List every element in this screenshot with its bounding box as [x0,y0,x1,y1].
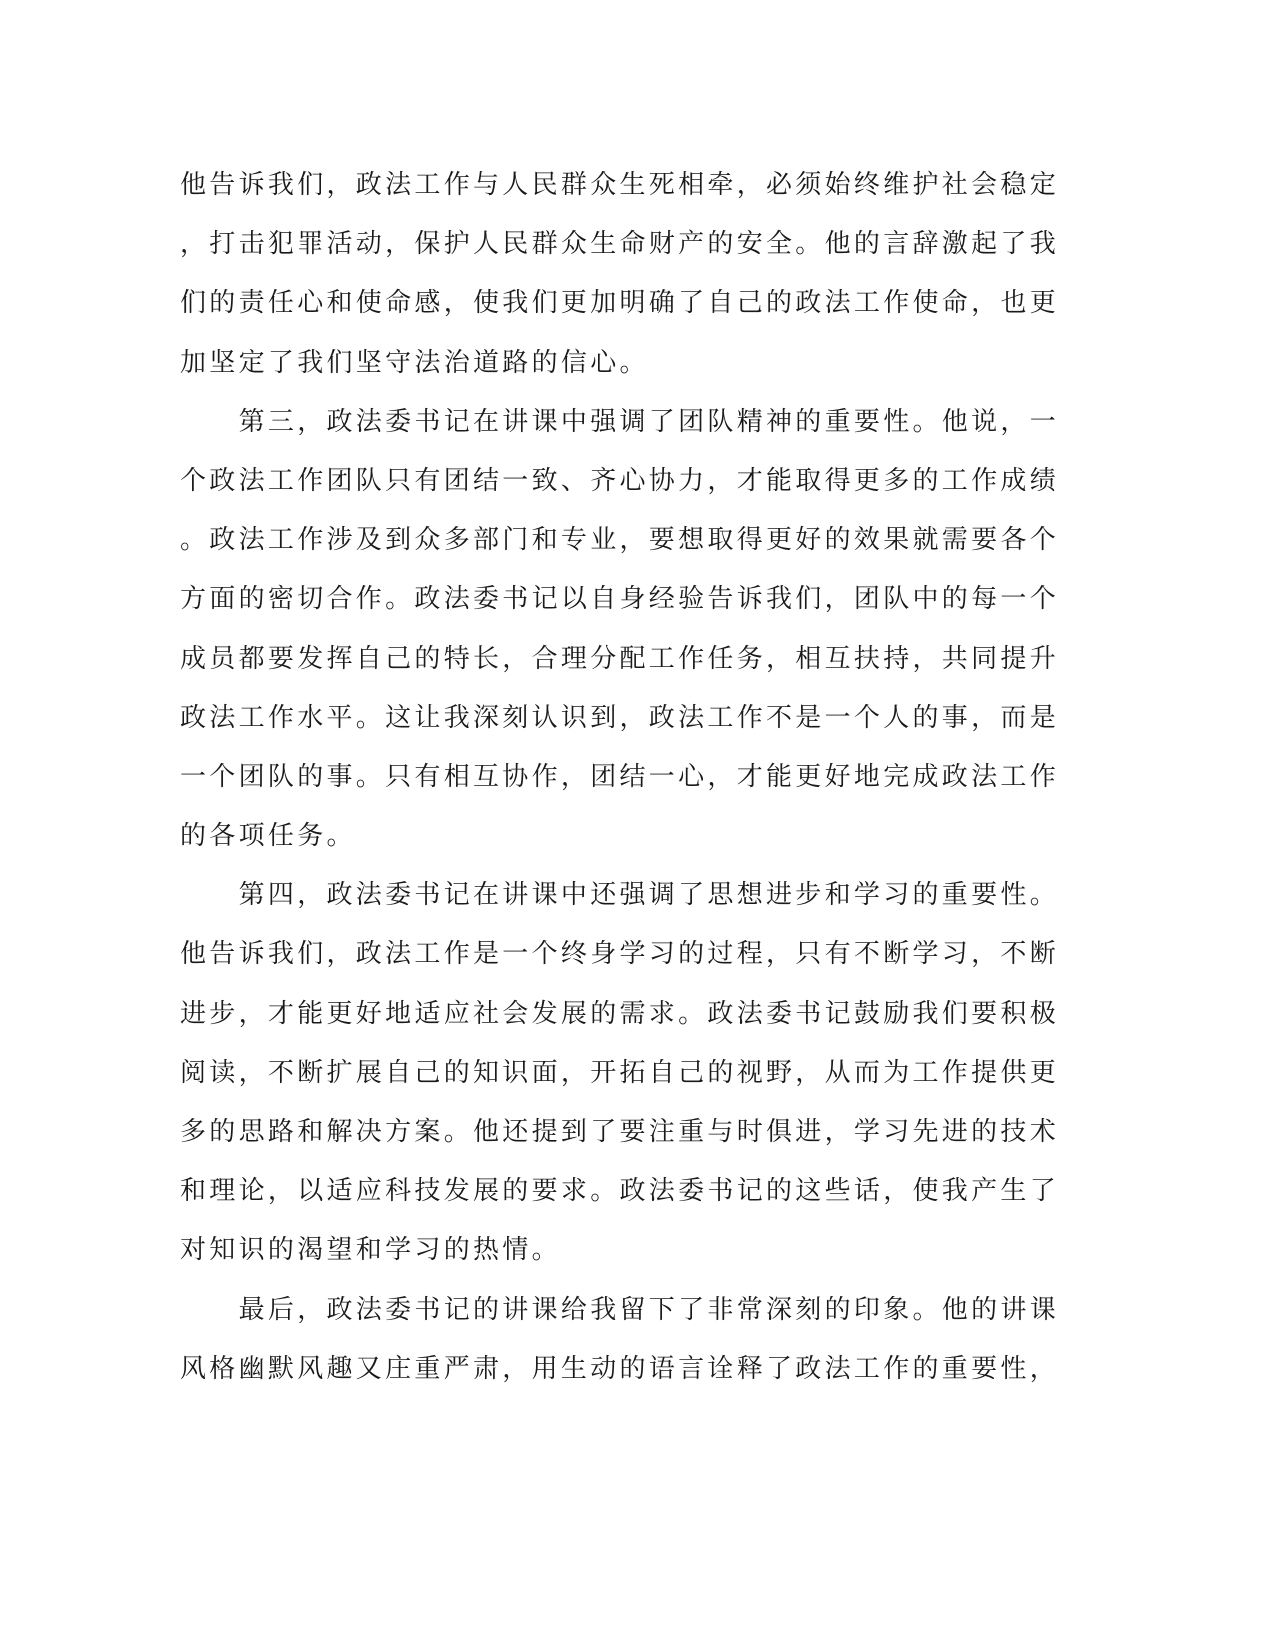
text-line: 他告诉我们，政法工作是一个终身学习的过程，只有不断学习，不断 [180,939,1060,970]
text-line: 对知识的渴望和学习的热情。 [180,1235,561,1266]
text-line: 第四，政法委书记在讲课中还强调了思想进步和学习的重要性。 [180,880,1060,911]
text-line: 加坚定了我们坚守法治道路的信心。 [180,347,649,378]
text-line: 阅读，不断扩展自己的知识面，开拓自己的视野，从而为工作提供更 [180,1057,1060,1088]
text-line: 方面的密切合作。政法委书记以自身经验告诉我们，团队中的每一个 [180,584,1060,615]
text-line: 他告诉我们，政法工作与人民群众生死相牵，必须始终维护社会稳定 [180,170,1060,200]
text-line: 的各项任务。 [180,821,356,852]
text-line: 成员都要发挥自己的特长，合理分配工作任务，相互扶持，共同提升 [180,643,1060,674]
text-line: 们的责任心和使命感，使我们更加明确了自己的政法工作使命，也更 [180,288,1060,319]
text-line: 进步，才能更好地适应社会发展的需求。政法委书记鼓励我们要积极 [180,998,1060,1029]
text-line: 政法工作水平。这让我深刻认识到，政法工作不是一个人的事，而是 [180,702,1060,733]
text-line: 和理论，以适应科技发展的要求。政法委书记的这些话，使我产生了 [180,1176,1060,1207]
text-line: 多的思路和解决方案。他还提到了要注重与时俱进，学习先进的技术 [180,1117,1060,1147]
document-body [180,156,1060,1399]
text-line: 最后，政法委书记的讲课给我留下了非常深刻的印象。他的讲课 [180,1294,1060,1325]
text-line: 个政法工作团队只有团结一致、齐心协力，才能取得更多的工作成绩 [180,465,1060,496]
text-line: ，打击犯罪活动，保护人民群众生命财产的安全。他的言辞激起了我 [180,229,1060,260]
text-line: 风格幽默风趣又庄重严肃，用生动的语言诠释了政法工作的重要性， [180,1353,1060,1384]
text-line: 。政法工作涉及到众多部门和专业，要想取得更好的效果就需要各个 [180,525,1060,556]
text-line: 一个团队的事。只有相互协作，团结一心，才能更好地完成政法工作 [180,761,1060,792]
text-line: 第三，政法委书记在讲课中强调了团队精神的重要性。他说，一 [180,406,1060,437]
